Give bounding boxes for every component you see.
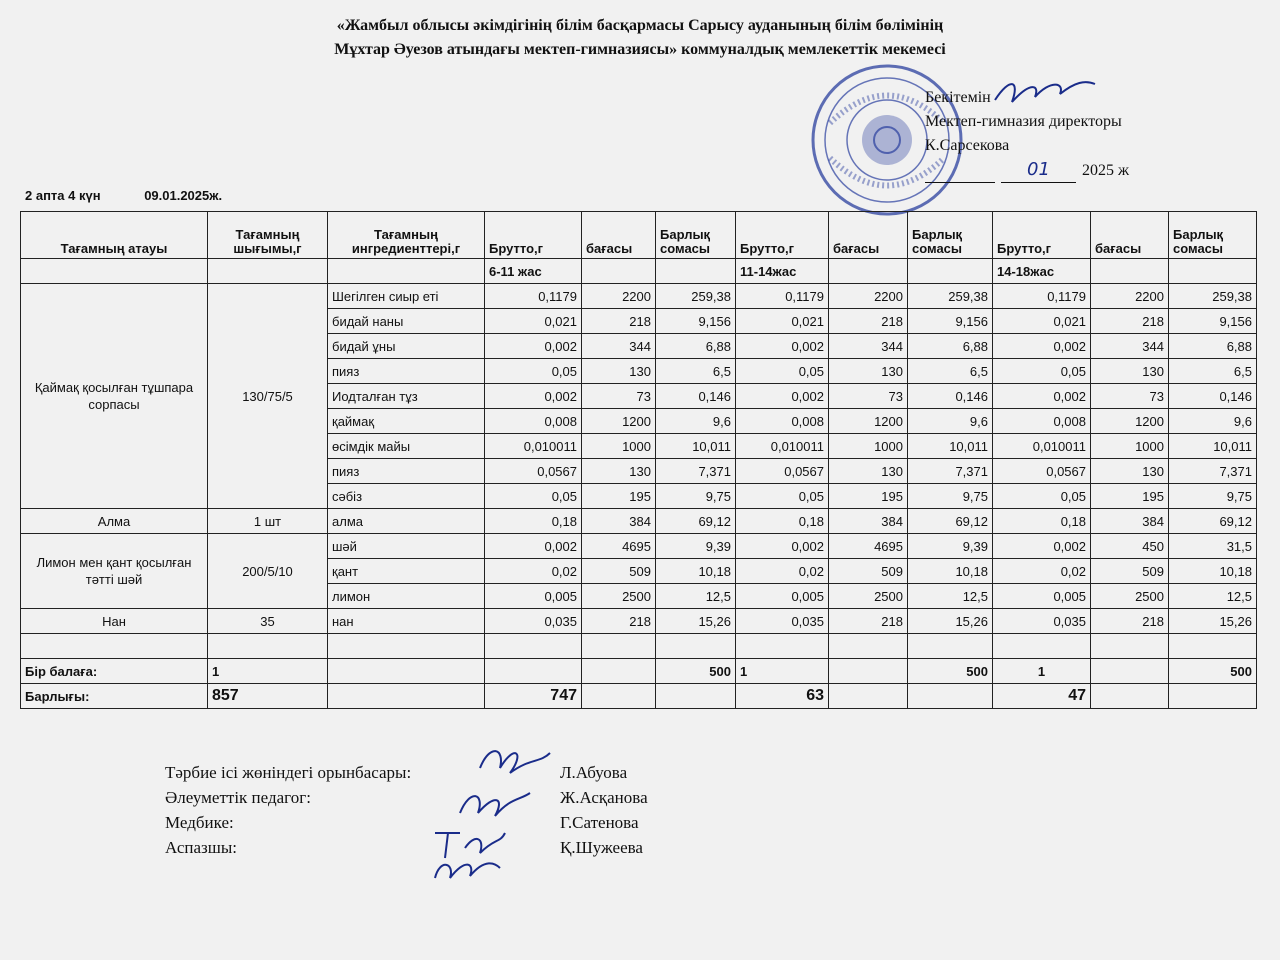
signatory-row [165,835,648,860]
header-cell: Брутто,г [993,212,1091,259]
ingredient-value: 69,12 [1169,509,1257,534]
ingredient-value: 0,02 [485,559,582,584]
ingredient-value: 384 [582,509,656,534]
ingredient-value: 9,156 [1169,309,1257,334]
per-child-brutto-3: 1 [993,659,1091,684]
ingredient-value: 0,002 [993,334,1091,359]
per-child-yield: 1 [208,659,328,684]
ingredient-value: 12,5 [908,584,993,609]
ingredient-value: 0,0567 [993,459,1091,484]
ingredient-value: 0,18 [736,509,829,534]
ingredient-value: 218 [829,309,908,334]
per-child-brutto-2: 1 [736,659,829,684]
ingredient-value: 69,12 [908,509,993,534]
ingredient-value: 9,6 [908,409,993,434]
per-child-row [21,659,1257,684]
ingredient-value: 0,035 [993,609,1091,634]
age-group-2: 11-14жас [736,259,829,284]
ingredient-value: 0,008 [485,409,582,434]
ingredient-name: нан [328,609,485,634]
ingredient-value: 9,156 [656,309,736,334]
ingredient-row [21,609,1257,634]
ingredient-name: қаймақ [328,409,485,434]
ingredient-name: сәбіз [328,484,485,509]
ingredient-value: 0,010011 [485,434,582,459]
ingredient-value: 73 [582,384,656,409]
org-line-2: Мұхтар Әуезов атындағы мектеп-гимназиясы» коммуналдық мемлекеттік мекемесі [334,41,946,58]
totals-yield: 857 [208,684,328,709]
header-cell: Барлық сомасы [656,212,736,259]
ingredient-value: 0,021 [993,309,1091,334]
ingredient-value: 10,011 [656,434,736,459]
ingredient-value: 9,6 [1169,409,1257,434]
ingredient-value: 0,1179 [485,284,582,309]
ingredient-value: 0,002 [485,334,582,359]
ingredient-value: 259,38 [908,284,993,309]
ingredient-value: 218 [582,609,656,634]
ingredient-value: 9,75 [656,484,736,509]
dish-yield: 200/5/10 [208,534,328,609]
ingredient-name: пияз [328,359,485,384]
ingredient-value: 0,02 [993,559,1091,584]
ingredient-value: 1000 [1091,434,1169,459]
director-position: Мектеп-гимназия директоры [925,113,1122,130]
totals-age-1: 747 [485,684,582,709]
header-cell: Тағамның ингредиенттері,г [328,212,485,259]
ingredient-name: бидай ұны [328,334,485,359]
ingredient-value: 0,002 [736,534,829,559]
ingredient-value: 2500 [829,584,908,609]
approve-word: Бекітемін [925,89,991,106]
ingredient-value: 0,002 [993,534,1091,559]
signatory-name: Қ.Шужеева [560,838,643,857]
ingredient-value: 130 [1091,459,1169,484]
ingredient-value: 0,002 [736,384,829,409]
header-cell: Тағамның шығымы,г [208,212,328,259]
ingredient-value: 73 [1091,384,1169,409]
signatory-row [165,760,648,785]
per-child-total-1: 500 [656,659,736,684]
ingredient-value: 6,5 [656,359,736,384]
ingredient-value: 1200 [1091,409,1169,434]
ingredient-value: 259,38 [656,284,736,309]
ingredient-name: Иодталған тұз [328,384,485,409]
ingredient-value: 0,035 [485,609,582,634]
ingredient-value: 15,26 [656,609,736,634]
ingredient-value: 10,18 [656,559,736,584]
ingredient-value: 0,05 [736,484,829,509]
ingredient-value: 0,146 [908,384,993,409]
ingredient-value: 344 [829,334,908,359]
approval-date [925,158,1185,183]
ingredient-value: 0,1179 [993,284,1091,309]
age-group-1: 6-11 жас [485,259,582,284]
totals-age-2: 63 [736,684,829,709]
ingredient-value: 2200 [1091,284,1169,309]
menu-table [20,211,1257,709]
age-group-3: 14-18жас [993,259,1091,284]
ingredient-value: 0,0567 [736,459,829,484]
ingredient-value: 195 [829,484,908,509]
ingredient-value: 0,021 [485,309,582,334]
ingredient-value: 31,5 [1169,534,1257,559]
ingredient-value: 0,002 [736,334,829,359]
totals-row [21,684,1257,709]
ingredient-value: 15,26 [908,609,993,634]
ingredient-name: қант [328,559,485,584]
dish-yield: 35 [208,609,328,634]
totals-age-3: 47 [993,684,1091,709]
header-cell: Брутто,г [736,212,829,259]
approval-block [925,86,1185,183]
ingredient-value: 218 [1091,609,1169,634]
ingredient-name: шәй [328,534,485,559]
ingredient-value: 0,005 [736,584,829,609]
ingredient-value: 69,12 [656,509,736,534]
ingredient-row [21,284,1257,309]
ingredient-value: 130 [829,459,908,484]
ingredient-value: 2500 [582,584,656,609]
ingredient-value: 0,005 [485,584,582,609]
ingredient-value: 1200 [829,409,908,434]
ingredient-value: 0,002 [993,384,1091,409]
signatory-role: Медбике: [165,813,234,832]
ingredient-value: 9,6 [656,409,736,434]
ingredient-value: 0,146 [656,384,736,409]
header-row [21,212,1257,259]
ingredient-value: 15,26 [1169,609,1257,634]
signatory-name: Ж.Асқанова [560,788,648,807]
ingredient-value: 10,18 [908,559,993,584]
ingredient-name: алма [328,509,485,534]
signatory-role: Аспазшы: [165,838,237,857]
org-line-1: «Жамбыл облысы әкімдігінің білім басқармасы Сарысу ауданының білім бөлімінің [336,17,944,34]
ingredient-value: 509 [1091,559,1169,584]
dish-yield: 1 шт [208,509,328,534]
ingredient-value: 4695 [582,534,656,559]
ingredient-value: 0,002 [485,384,582,409]
signatories [165,760,648,860]
header-cell: Барлық сомасы [908,212,993,259]
ingredient-value: 0,18 [993,509,1091,534]
ingredient-value: 12,5 [656,584,736,609]
ingredient-value: 0,18 [485,509,582,534]
dish-yield: 130/75/5 [208,284,328,509]
ingredient-value: 0,005 [993,584,1091,609]
dish-name: Қаймақ қосылған тұшпара сорпасы [21,284,208,509]
ingredient-name: Шегілген сиыр еті [328,284,485,309]
totals-label: Барлығы: [21,684,208,709]
ingredient-value: 1200 [582,409,656,434]
ingredient-value: 73 [829,384,908,409]
ingredient-value: 509 [829,559,908,584]
per-child-total-2: 500 [908,659,993,684]
ingredient-value: 0,008 [993,409,1091,434]
ingredient-value: 6,88 [656,334,736,359]
ingredient-value: 9,75 [1169,484,1257,509]
ingredient-value: 4695 [829,534,908,559]
ingredient-row [21,534,1257,559]
signatory-row [165,785,648,810]
ingredient-value: 2200 [829,284,908,309]
ingredient-value: 0,010011 [736,434,829,459]
ingredient-value: 450 [1091,534,1169,559]
ingredient-value: 0,021 [736,309,829,334]
ingredient-value: 0,05 [485,359,582,384]
ingredient-value: 0,05 [993,484,1091,509]
ingredient-value: 6,5 [1169,359,1257,384]
ingredient-value: 12,5 [1169,584,1257,609]
ingredient-row [21,509,1257,534]
age-group-row [21,259,1257,284]
director-name: К.Сарсекова [925,137,1010,154]
ingredient-value: 9,39 [656,534,736,559]
ingredient-value: 0,1179 [736,284,829,309]
ingredient-value: 0,0567 [485,459,582,484]
ingredient-value: 1000 [582,434,656,459]
day-line [25,188,262,203]
ingredient-value: 2200 [582,284,656,309]
ingredient-value: 509 [582,559,656,584]
dish-name: Алма [21,509,208,534]
ingredient-value: 0,05 [993,359,1091,384]
ingredient-value: 0,02 [736,559,829,584]
header-cell: бағасы [582,212,656,259]
ingredient-value: 195 [1091,484,1169,509]
signatory-role: Тәрбие ісі жөніндегі орынбасары: [165,763,412,782]
signatory-name: Л.Абуова [560,763,628,782]
dish-name: Лимон мен қант қосылған тәтті шәй [21,534,208,609]
ingredient-value: 0,008 [736,409,829,434]
header-cell: бағасы [829,212,908,259]
ingredient-value: 130 [582,459,656,484]
ingredient-value: 10,18 [1169,559,1257,584]
ingredient-value: 0,05 [736,359,829,384]
dish-rows [21,284,1257,634]
ingredient-name: өсімдік майы [328,434,485,459]
ingredient-value: 384 [1091,509,1169,534]
ingredient-value: 2500 [1091,584,1169,609]
date-month: 01 [1001,158,1076,183]
ingredient-value: 218 [1091,309,1169,334]
header-cell: Брутто,г [485,212,582,259]
ingredient-value: 9,75 [908,484,993,509]
ingredient-value: 130 [1091,359,1169,384]
signatory-role: Әлеуметтік педагог: [165,788,311,807]
header-cell: Барлық сомасы [1169,212,1257,259]
ingredient-value: 0,035 [736,609,829,634]
ingredient-value: 344 [582,334,656,359]
week-day: 2 апта 4 күн [25,188,101,203]
ingredient-value: 6,88 [908,334,993,359]
signatory-row [165,810,648,835]
per-child-total-3: 500 [1169,659,1257,684]
ingredient-value: 0,05 [485,484,582,509]
ingredient-value: 7,371 [656,459,736,484]
ingredient-value: 9,39 [908,534,993,559]
ingredient-value: 259,38 [1169,284,1257,309]
ingredient-value: 10,011 [1169,434,1257,459]
ingredient-name: пияз [328,459,485,484]
date-day-blank [925,182,995,183]
ingredient-value: 344 [1091,334,1169,359]
per-child-label: Бір балаға: [21,659,208,684]
ingredient-value: 9,156 [908,309,993,334]
ingredient-value: 1000 [829,434,908,459]
ingredient-value: 218 [582,309,656,334]
dish-name: Нан [21,609,208,634]
signatory-name: Г.Сатенова [560,813,639,832]
ingredient-value: 0,002 [485,534,582,559]
ingredient-value: 195 [582,484,656,509]
ingredient-value: 10,011 [908,434,993,459]
ingredient-name: лимон [328,584,485,609]
empty-row [21,634,1257,659]
organization-header [0,14,1280,62]
ingredient-name: бидай наны [328,309,485,334]
ingredient-value: 0,010011 [993,434,1091,459]
ingredient-value: 130 [829,359,908,384]
ingredient-value: 6,88 [1169,334,1257,359]
date-year: 2025 ж [1082,162,1130,179]
ingredient-value: 7,371 [1169,459,1257,484]
ingredient-value: 6,5 [908,359,993,384]
menu-date: 09.01.2025ж. [144,188,223,203]
ingredient-value: 130 [582,359,656,384]
ingredient-value: 384 [829,509,908,534]
ingredient-value: 218 [829,609,908,634]
ingredient-value: 0,146 [1169,384,1257,409]
header-cell: бағасы [1091,212,1169,259]
header-cell: Тағамның атауы [21,212,208,259]
ingredient-value: 7,371 [908,459,993,484]
